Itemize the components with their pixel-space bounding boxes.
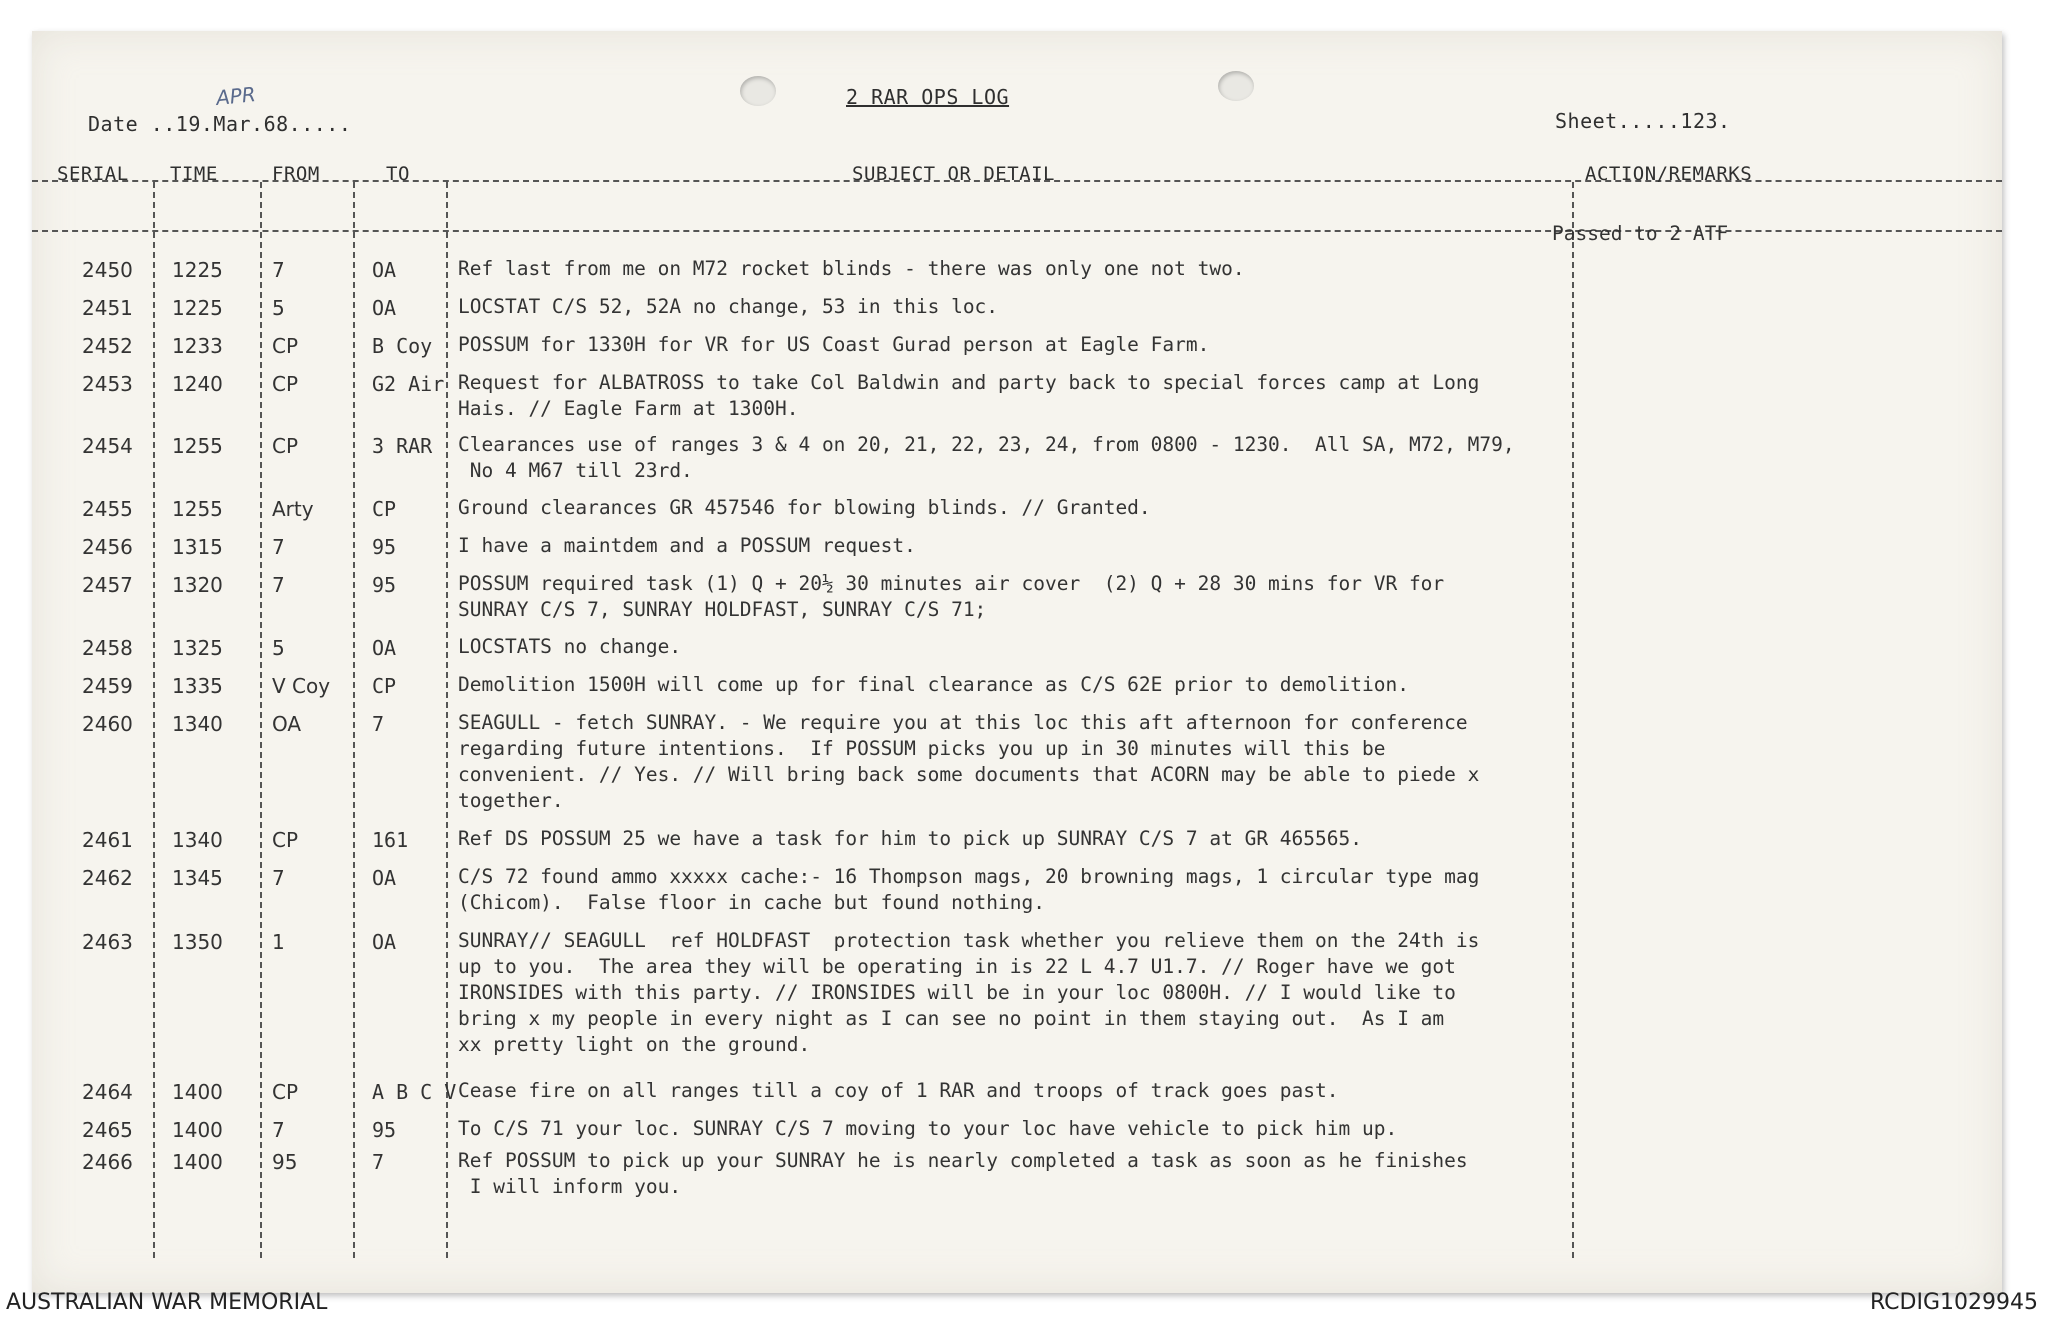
column-divider: [260, 182, 262, 1258]
column-divider: [153, 182, 155, 1258]
time-cell: 1255: [172, 497, 223, 521]
column-header-from: FROM: [272, 163, 320, 185]
from-cell: 1: [272, 930, 285, 954]
date-handwritten-annotation: APR: [214, 81, 257, 111]
serial-cell: 2463: [82, 930, 133, 954]
detail-cell: C/S 72 found ammo xxxxx cache:- 16 Thompson mags, 20 browning mags, 1 circular type mag (Chicom). False floor in cache but found nothing.: [458, 865, 1480, 914]
footer-id: RCDIG1029945: [1869, 1290, 2038, 1315]
time-cell: 1240: [172, 372, 223, 396]
detail-cell: Demolition 1500H will come up for final clearance as C/S 62E prior to demolition.: [458, 673, 1409, 696]
detail-cell: Ground clearances GR 457546 for blowing blinds. // Granted.: [458, 496, 1151, 519]
from-cell: 5: [272, 296, 285, 320]
to-cell: B Coy: [372, 334, 433, 358]
serial-cell: 2466: [82, 1150, 133, 1174]
from-cell: 7: [272, 1118, 285, 1142]
punch-hole-right: [1218, 71, 1254, 101]
time-cell: 1225: [172, 258, 223, 282]
serial-cell: 2462: [82, 866, 133, 890]
to-cell: 95: [372, 1118, 397, 1142]
time-cell: 1233: [172, 334, 223, 358]
from-cell: CP: [272, 334, 299, 358]
detail-cell: I have a maintdem and a POSSUM request.: [458, 534, 916, 557]
from-cell: CP: [272, 372, 299, 396]
detail-cell: SUNRAY// SEAGULL ref HOLDFAST protection task whether you relieve them on the 24th is up to you. The area they will be operating in is 22 L 4.7 U1.7. // Roger have we got IRONSIDES with this party. // IRONSIDES will be in your loc 0800H. // I would like to bring x my people in every night as I can see no point in them staying out. As I am xx pretty light on the ground.: [458, 929, 1480, 1056]
time-cell: 1345: [172, 866, 223, 890]
serial-cell: 2464: [82, 1080, 133, 1104]
column-divider: [353, 182, 355, 1258]
serial-cell: 2465: [82, 1118, 133, 1142]
to-cell: CP: [372, 497, 397, 521]
date-field: Date ..19.Mar.68.....: [88, 112, 352, 136]
to-cell: 161: [372, 828, 409, 852]
serial-cell: 2458: [82, 636, 133, 660]
from-cell: 95: [272, 1150, 298, 1174]
serial-cell: 2451: [82, 296, 133, 320]
from-cell: Arty: [272, 497, 314, 521]
to-cell: OA: [372, 258, 397, 282]
footer-source: AUSTRALIAN WAR MEMORIAL: [6, 1290, 328, 1315]
to-cell: A B C V: [372, 1080, 457, 1104]
time-cell: 1315: [172, 535, 223, 559]
detail-cell: POSSUM required task (1) Q + 20½ 30 minutes air cover (2) Q + 28 30 mins for VR for SUNRAY C/S 7, SUNRAY HOLDFAST, SUNRAY C/S 71;: [458, 572, 1445, 621]
detail-cell: Ref last from me on M72 rocket blinds - there was only one not two.: [458, 257, 1245, 280]
serial-cell: 2457: [82, 573, 133, 597]
column-header-remarks: ACTION/REMARKS: [1585, 163, 1753, 185]
to-cell: OA: [372, 930, 397, 954]
to-cell: OA: [372, 296, 397, 320]
from-cell: V Coy: [272, 674, 331, 698]
detail-cell: Cease fire on all ranges till a coy of 1 RAR and troops of track goes past.: [458, 1079, 1339, 1102]
detail-cell: POSSUM for 1330H for VR for US Coast Gurad person at Eagle Farm.: [458, 333, 1210, 356]
time-cell: 1335: [172, 674, 223, 698]
to-cell: 3 RAR: [372, 434, 433, 458]
from-cell: 7: [272, 573, 285, 597]
serial-cell: 2460: [82, 712, 133, 736]
serial-cell: 2453: [82, 372, 133, 396]
to-cell: 7: [372, 1150, 385, 1174]
time-cell: 1325: [172, 636, 223, 660]
serial-cell: 2455: [82, 497, 133, 521]
time-cell: 1255: [172, 434, 223, 458]
time-cell: 1400: [172, 1118, 223, 1142]
detail-cell: Ref POSSUM to pick up your SUNRAY he is nearly completed a task as soon as he finishes I will inform you.: [458, 1149, 1468, 1198]
to-cell: 95: [372, 573, 397, 597]
time-cell: 1340: [172, 712, 223, 736]
from-cell: OA: [272, 712, 302, 736]
column-header-to: TO: [386, 163, 410, 185]
to-cell: CP: [372, 674, 397, 698]
serial-cell: 2454: [82, 434, 133, 458]
time-cell: 1225: [172, 296, 223, 320]
from-cell: 7: [272, 258, 285, 282]
column-divider: [1572, 182, 1574, 1258]
from-cell: 7: [272, 866, 285, 890]
to-cell: OA: [372, 636, 397, 660]
time-cell: 1350: [172, 930, 223, 954]
detail-cell: Clearances use of ranges 3 & 4 on 20, 21, 22, 23, 24, from 0800 - 1230. All SA, M72, M79, No 4 M67 till 23rd.: [458, 433, 1515, 482]
from-cell: CP: [272, 828, 299, 852]
time-cell: 1400: [172, 1080, 223, 1104]
serial-cell: 2452: [82, 334, 133, 358]
from-cell: 7: [272, 535, 285, 559]
time-cell: 1400: [172, 1150, 223, 1174]
detail-cell: SEAGULL - fetch SUNRAY. - We require you at this loc this aft afternoon for conference regarding future intentions. If POSSUM picks you up in 30 minutes will this be convenient. // Yes. // Will bring back some documents that ACORN may be able to piede x together.: [458, 711, 1480, 812]
time-cell: 1320: [172, 573, 223, 597]
from-cell: 5: [272, 636, 285, 660]
to-cell: 95: [372, 535, 397, 559]
serial-cell: 2450: [82, 258, 133, 282]
detail-cell: LOCSTATS no change.: [458, 635, 682, 658]
to-cell: 7: [372, 712, 385, 736]
from-cell: CP: [272, 1080, 299, 1104]
time-cell: 1340: [172, 828, 223, 852]
page-title: 2 RAR OPS LOG: [846, 85, 1010, 109]
from-cell: CP: [272, 434, 299, 458]
detail-cell: LOCSTAT C/S 52, 52A no change, 53 in this loc.: [458, 295, 999, 318]
serial-cell: 2461: [82, 828, 133, 852]
detail-cell: Ref DS POSSUM 25 we have a task for him to pick up SUNRAY C/S 7 at GR 465565.: [458, 827, 1362, 850]
column-header-subject: SUBJECT OR DETAIL: [852, 163, 1055, 185]
detail-cell: To C/S 71 your loc. SUNRAY C/S 7 moving to your loc have vehicle to pick him up.: [458, 1117, 1398, 1140]
sheet-number: Sheet.....123.: [1555, 109, 1731, 133]
serial-cell: 2459: [82, 674, 133, 698]
serial-cell: 2456: [82, 535, 133, 559]
column-header-time: TIME: [170, 163, 218, 185]
to-cell: G2 Air: [372, 372, 445, 396]
remark-2450: Passed to 2 ATF: [1552, 222, 1729, 245]
punch-hole-left: [740, 76, 776, 106]
detail-cell: Request for ALBATROSS to take Col Baldwin and party back to special forces camp at Long Hais. // Eagle Farm at 1300H.: [458, 371, 1480, 420]
to-cell: OA: [372, 866, 397, 890]
column-header-serial: SERIAL: [57, 163, 129, 185]
